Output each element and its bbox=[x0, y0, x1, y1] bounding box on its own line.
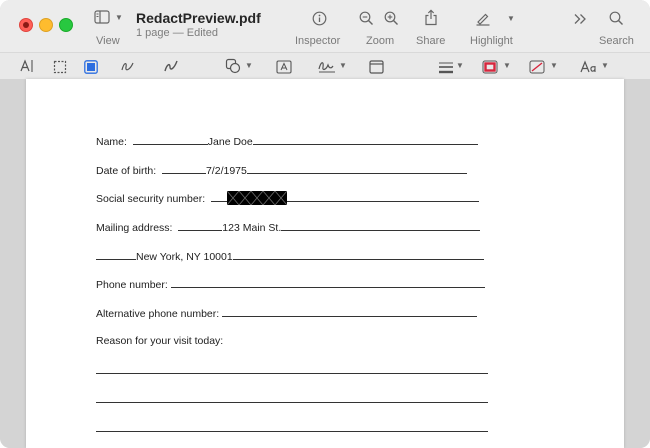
blank-answer-line bbox=[96, 373, 488, 374]
text-selection-icon[interactable] bbox=[19, 58, 35, 74]
draw-icon[interactable] bbox=[163, 58, 179, 74]
name-value: Jane Doe bbox=[207, 136, 253, 148]
highlight-label: Highlight bbox=[470, 35, 513, 47]
info-icon[interactable] bbox=[312, 11, 327, 26]
reason-label: Reason for your visit today: bbox=[96, 335, 224, 347]
border-color-chevron-down-icon[interactable]: ▼ bbox=[503, 61, 511, 70]
minimize-window-button[interactable] bbox=[39, 18, 53, 32]
shapes-icon[interactable] bbox=[225, 58, 241, 74]
page-layout-icon[interactable] bbox=[369, 59, 384, 75]
shapes-chevron-down-icon[interactable]: ▼ bbox=[245, 61, 253, 70]
document-title: RedactPreview.pdf bbox=[136, 10, 261, 26]
line-style-chevron-down-icon[interactable]: ▼ bbox=[456, 61, 464, 70]
city-value: New York, NY 10001 bbox=[136, 251, 233, 263]
sidebar-icon bbox=[94, 10, 110, 24]
border-color-icon[interactable] bbox=[482, 59, 498, 75]
address-value: 123 Main St. bbox=[222, 222, 282, 234]
signature-icon[interactable] bbox=[317, 58, 337, 74]
document-subtitle: 1 page — Edited bbox=[136, 27, 218, 39]
form-row-phone bbox=[96, 277, 485, 291]
share-icon[interactable] bbox=[424, 9, 438, 26]
fill-color-chevron-down-icon[interactable]: ▼ bbox=[550, 61, 558, 70]
view-label: View bbox=[96, 35, 120, 47]
alt-phone-label: Alternative phone number: bbox=[96, 308, 220, 320]
more-tools-icon[interactable] bbox=[573, 13, 587, 25]
phone-label: Phone number: bbox=[96, 279, 168, 291]
dob-label: Date of birth: bbox=[96, 165, 157, 177]
zoom-window-button[interactable] bbox=[59, 18, 73, 32]
search-label: Search bbox=[599, 35, 634, 47]
markup-toolbar bbox=[0, 52, 650, 80]
zoom-label: Zoom bbox=[366, 35, 395, 47]
rectangular-selection-icon[interactable] bbox=[53, 59, 67, 75]
chevron-down-icon: ▼ bbox=[115, 13, 123, 22]
document-canvas[interactable] bbox=[0, 79, 650, 448]
pdf-page bbox=[26, 79, 624, 448]
form-row-ssn bbox=[96, 191, 479, 205]
highlighter-icon[interactable] bbox=[475, 10, 491, 26]
name-label: Name: bbox=[96, 136, 127, 148]
text-style-chevron-down-icon[interactable]: ▼ bbox=[601, 61, 609, 70]
blank-answer-line bbox=[96, 431, 488, 432]
highlight-chevron-down-icon[interactable]: ▼ bbox=[507, 14, 515, 23]
title-toolbar bbox=[0, 0, 650, 52]
address-label: Mailing address: bbox=[96, 222, 173, 234]
search-icon[interactable] bbox=[609, 11, 624, 26]
text-box-icon[interactable] bbox=[276, 59, 292, 75]
fill-color-icon[interactable] bbox=[529, 59, 545, 75]
dob-value: 7/2/1975 bbox=[205, 165, 247, 177]
inspector-label: Inspector bbox=[295, 35, 341, 47]
text-style-icon[interactable] bbox=[580, 59, 598, 75]
redaction-box[interactable] bbox=[227, 191, 287, 205]
form-row-dob bbox=[96, 163, 467, 177]
sketch-icon[interactable] bbox=[120, 58, 136, 74]
redact-icon[interactable] bbox=[84, 59, 98, 75]
share-label: Share bbox=[416, 35, 446, 47]
signature-chevron-down-icon[interactable]: ▼ bbox=[339, 61, 347, 70]
line-style-icon[interactable] bbox=[438, 60, 454, 76]
form-row-city bbox=[96, 249, 484, 263]
close-window-button[interactable] bbox=[19, 18, 33, 32]
form-row-address bbox=[96, 220, 480, 234]
zoom-out-icon[interactable] bbox=[359, 11, 374, 26]
blank-answer-line bbox=[96, 402, 488, 403]
ssn-label: Social security number: bbox=[96, 193, 206, 205]
zoom-in-icon[interactable] bbox=[384, 11, 399, 26]
form-row-alt-phone bbox=[96, 306, 477, 320]
form-row-name bbox=[96, 134, 478, 148]
form-row-reason bbox=[96, 335, 223, 347]
